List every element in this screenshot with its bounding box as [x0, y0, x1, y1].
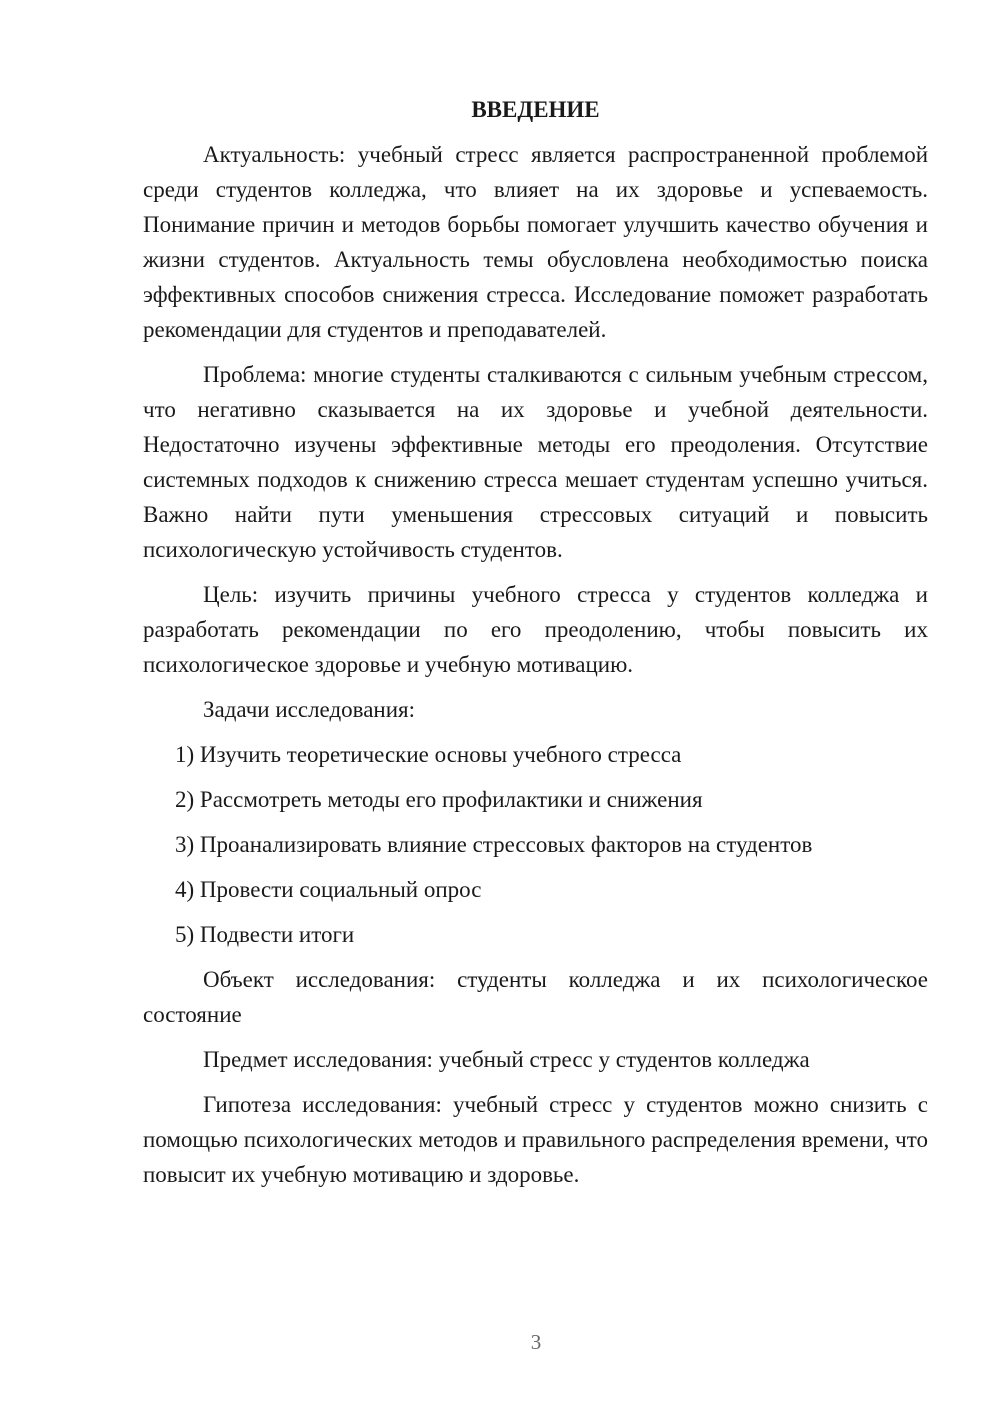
- list-item: 3) Проанализировать влияние стрессовых факторов на студентов: [175, 832, 813, 857]
- list-item: 4) Провести социальный опрос: [175, 877, 482, 902]
- relevance-paragraph: Актуальность: учебный стресс является распространенной проблемой среди студентов колледжа, что влияет на их здоровье и успеваемость. Понимание причин и методов борьбы помогает улучшить качество обучения и жизни студентов. Актуальность темы обусловлена необходимостью поиска эффективных способов снижения стресса. Исследование поможет разработать рекомендации для студентов и преподавателей.: [143, 142, 928, 342]
- list-item: 2) Рассмотреть методы его профилактики и снижения: [175, 787, 703, 812]
- subject-paragraph: Предмет исследования: учебный стресс у студентов колледжа: [203, 1047, 810, 1072]
- page-title: ВВЕДЕНИЕ: [471, 97, 600, 122]
- problem-paragraph: Проблема: многие студенты сталкиваются с сильным учебным стрессом, что негативно сказывается на их здоровье и учебной деятельности. Недостаточно изучены эффективные методы его преодоления. Отсутствие системных подходов к снижению стресса мешает студентам успешно учиться. Важно найти пути уменьшения стрессовых ситуаций и повысить психологическую устойчивость студентов.: [143, 362, 928, 562]
- page-number: 3: [530, 1330, 542, 1354]
- list-item: 5) Подвести итоги: [175, 922, 355, 947]
- document-page: [143, 92, 928, 1192]
- object-paragraph: Объект исследования: студенты колледжа и их психологическое состояние: [143, 967, 928, 1027]
- tasks-title: Задачи исследования:: [203, 697, 416, 722]
- tasks-list: [143, 737, 928, 962]
- list-item: 1) Изучить теоретические основы учебного стресса: [175, 742, 682, 767]
- goal-paragraph: Цель: изучить причины учебного стресса у студентов колледжа и разработать рекомендации по его преодолению, чтобы повысить их психологическое здоровье и учебную мотивацию.: [143, 582, 928, 677]
- hypothesis-paragraph: Гипотеза исследования: учебный стресс у студентов можно снизить с помощью психологических методов и правильного распределения времени, что повысит их учебную мотивацию и здоровье.: [143, 1092, 928, 1187]
